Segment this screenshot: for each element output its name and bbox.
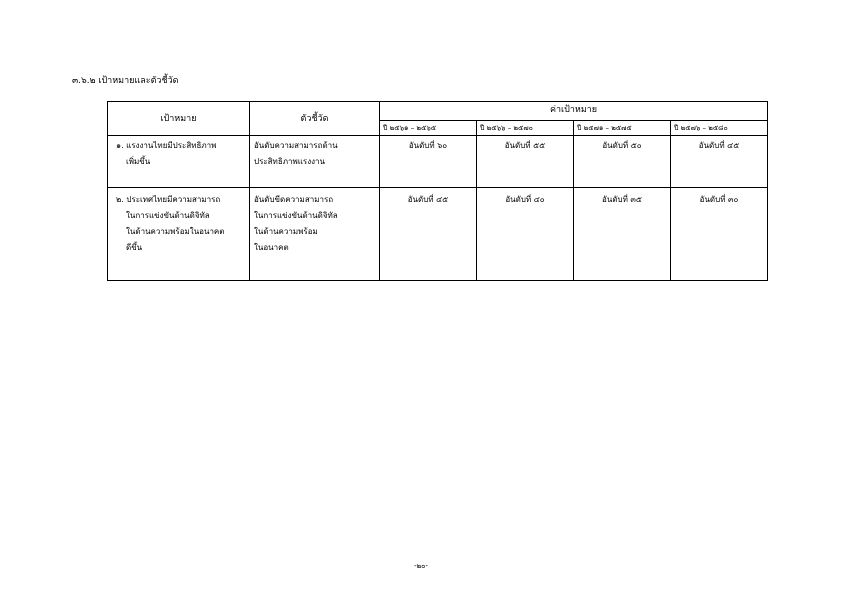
header-year-period: ปี ๒๕๗๑ – ๒๕๗๕ (574, 121, 671, 136)
indicator-cell (250, 136, 380, 188)
goals-indicators-table (107, 101, 768, 281)
goal-text: เพิ่มขึ้น (126, 157, 151, 166)
indicator-text: ประสิทธิภาพแรงงาน (254, 157, 325, 166)
header-year-period: ปี ๒๕๗๖ – ๒๕๘๐ (671, 121, 768, 136)
header-row (108, 102, 768, 121)
goal-text: ดีขึ้น (126, 243, 143, 252)
page-number: -๒๐- (414, 562, 428, 570)
indicator-text: ในการแข่งขันด้านดิจิทัล (254, 211, 338, 220)
indicator-text: อันดับความสามารถด้าน (254, 141, 338, 150)
goal-cell (108, 188, 250, 281)
indicator-text: ในอนาคต (254, 243, 289, 252)
target-value: อันดับที่ ๔๕ (380, 188, 477, 281)
target-value: อันดับที่ ๖๐ (380, 136, 477, 188)
header-year-period: ปี ๒๕๖๖ – ๒๕๗๐ (477, 121, 574, 136)
indicator-cell (250, 188, 380, 281)
target-value: อันดับที่ ๓๕ (574, 188, 671, 281)
goal-text: ๑. แรงงานไทยมีประสิทธิภาพ (116, 141, 217, 150)
goal-text: ในด้านความพร้อมในอนาคต (126, 227, 225, 236)
target-value: อันดับที่ ๔๕ (671, 136, 768, 188)
section-heading: ๓.๖.๒ เป้าหมายและตัวชี้วัด (72, 76, 179, 86)
indicator-text: อันดับขีดความสามารถ (254, 195, 334, 204)
target-value: อันดับที่ ๔๐ (477, 188, 574, 281)
goal-text: ๒. ประเทศไทยมีความสามารถ (116, 195, 221, 204)
indicator-text: ในด้านความพร้อม (254, 227, 318, 236)
table-row (108, 136, 768, 188)
table-row (108, 188, 768, 281)
header-goal: เป้าหมาย (108, 102, 250, 136)
target-value: อันดับที่ ๕๐ (574, 136, 671, 188)
header-year-period: ปี ๒๕๖๑ – ๒๕๖๕ (380, 121, 477, 136)
header-indicator: ตัวชี้วัด (250, 102, 380, 136)
target-value: อันดับที่ ๓๐ (671, 188, 768, 281)
header-target: ค่าเป้าหมาย (380, 102, 768, 121)
goal-text: ในการแข่งขันด้านดิจิทัล (126, 211, 210, 220)
target-value: อันดับที่ ๕๕ (477, 136, 574, 188)
goal-cell (108, 136, 250, 188)
